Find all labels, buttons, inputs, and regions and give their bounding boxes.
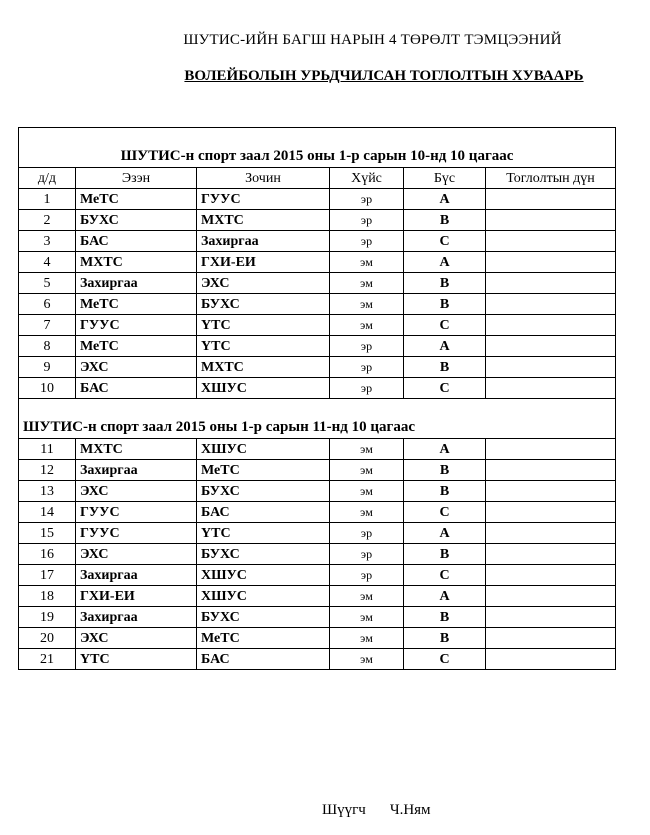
signature-role: Шүүгч: [322, 802, 366, 818]
gender-cell: эр: [330, 378, 404, 399]
table-row: [19, 189, 616, 210]
match-number: 13: [19, 481, 76, 502]
column-header: Эзэн: [76, 168, 197, 189]
result-cell: [486, 231, 616, 252]
group-cell: С: [404, 502, 486, 523]
result-cell: [486, 273, 616, 294]
guest-team: БУХС: [197, 607, 330, 628]
home-team: Захиргаа: [76, 565, 197, 586]
table-row: [19, 544, 616, 565]
home-team: МХТС: [76, 252, 197, 273]
group-cell: С: [404, 231, 486, 252]
gender-cell: эм: [330, 460, 404, 481]
guest-team: МеТС: [197, 460, 330, 481]
home-team: БАС: [76, 378, 197, 399]
guest-team: БАС: [197, 649, 330, 670]
gender-cell: эм: [330, 586, 404, 607]
group-cell: А: [404, 189, 486, 210]
home-team: ГУУС: [76, 502, 197, 523]
group-cell: А: [404, 336, 486, 357]
match-number: 1: [19, 189, 76, 210]
match-number: 18: [19, 586, 76, 607]
result-cell: [486, 607, 616, 628]
result-cell: [486, 481, 616, 502]
group-cell: В: [404, 210, 486, 231]
guest-team: ХШУС: [197, 586, 330, 607]
match-number: 9: [19, 357, 76, 378]
table-row: [19, 481, 616, 502]
table-row: [19, 210, 616, 231]
result-cell: [486, 544, 616, 565]
match-number: 6: [19, 294, 76, 315]
column-header: Зочин: [197, 168, 330, 189]
document-title-line2: ВОЛЕЙБОЛЫН УРЬДЧИЛСАН ТОГЛОЛТЫН ХУВААРЬ: [184, 68, 584, 84]
match-number: 15: [19, 523, 76, 544]
home-team: МеТС: [76, 294, 197, 315]
result-cell: [486, 460, 616, 481]
result-cell: [486, 565, 616, 586]
match-number: 2: [19, 210, 76, 231]
guest-team: ХШУС: [197, 378, 330, 399]
group-cell: С: [404, 378, 486, 399]
group-cell: В: [404, 357, 486, 378]
match-number: 7: [19, 315, 76, 336]
match-number: 10: [19, 378, 76, 399]
guest-team: Захиргаа: [197, 231, 330, 252]
home-team: ҮТС: [76, 649, 197, 670]
table-row: [19, 628, 616, 649]
section-heading: ШУТИС-н спорт заал 2015 оны 1-р сарын 11-нд 10 цагаас: [19, 399, 616, 439]
signature: [322, 802, 431, 819]
guest-team: ҮТС: [197, 336, 330, 357]
result-cell: [486, 189, 616, 210]
match-number: 12: [19, 460, 76, 481]
gender-cell: эм: [330, 315, 404, 336]
group-cell: С: [404, 565, 486, 586]
match-number: 11: [19, 439, 76, 460]
document-title-line1: ШУТИС-ИЙН БАГШ НАРЫН 4 ТӨРӨЛТ ТЭМЦЭЭНИЙ: [183, 32, 562, 48]
match-number: 5: [19, 273, 76, 294]
gender-cell: эр: [330, 189, 404, 210]
home-team: Захиргаа: [76, 460, 197, 481]
header-row: [19, 168, 616, 189]
match-number: 4: [19, 252, 76, 273]
table-row: [19, 336, 616, 357]
result-cell: [486, 649, 616, 670]
table-row: [19, 565, 616, 586]
match-number: 8: [19, 336, 76, 357]
home-team: МеТС: [76, 189, 197, 210]
gender-cell: эм: [330, 502, 404, 523]
home-team: МеТС: [76, 336, 197, 357]
home-team: Захиргаа: [76, 273, 197, 294]
group-cell: В: [404, 607, 486, 628]
result-cell: [486, 210, 616, 231]
guest-team: БУХС: [197, 544, 330, 565]
home-team: ЭХС: [76, 628, 197, 649]
guest-team: БАС: [197, 502, 330, 523]
result-cell: [486, 252, 616, 273]
guest-team: МеТС: [197, 628, 330, 649]
gender-cell: эр: [330, 231, 404, 252]
table-row: [19, 649, 616, 670]
gender-cell: эр: [330, 565, 404, 586]
match-number: 17: [19, 565, 76, 586]
table-row: [19, 523, 616, 544]
group-cell: А: [404, 439, 486, 460]
guest-team: ҮТС: [197, 523, 330, 544]
match-number: 20: [19, 628, 76, 649]
gender-cell: эм: [330, 481, 404, 502]
group-cell: В: [404, 294, 486, 315]
group-cell: В: [404, 628, 486, 649]
gender-cell: эр: [330, 336, 404, 357]
guest-team: ҮТС: [197, 315, 330, 336]
result-cell: [486, 357, 616, 378]
column-header: д/д: [19, 168, 76, 189]
table-row: [19, 231, 616, 252]
group-cell: В: [404, 460, 486, 481]
result-cell: [486, 294, 616, 315]
guest-team: ЭХС: [197, 273, 330, 294]
group-cell: С: [404, 649, 486, 670]
guest-team: МХТС: [197, 357, 330, 378]
gender-cell: эр: [330, 357, 404, 378]
signature-name: Ч.Ням: [389, 802, 431, 818]
home-team: ГХИ-ЕИ: [76, 586, 197, 607]
gender-cell: эм: [330, 439, 404, 460]
section-heading-row: [19, 128, 616, 168]
result-cell: [486, 336, 616, 357]
gender-cell: эм: [330, 607, 404, 628]
table-row: [19, 315, 616, 336]
table-row: [19, 273, 616, 294]
group-cell: А: [404, 586, 486, 607]
section-heading-row: [19, 399, 616, 439]
table-row: [19, 378, 616, 399]
guest-team: ГХИ-ЕИ: [197, 252, 330, 273]
guest-team: БУХС: [197, 481, 330, 502]
table-row: [19, 607, 616, 628]
match-number: 3: [19, 231, 76, 252]
group-cell: А: [404, 523, 486, 544]
gender-cell: эм: [330, 649, 404, 670]
group-cell: В: [404, 544, 486, 565]
column-header: Хүйс: [330, 168, 404, 189]
home-team: БУХС: [76, 210, 197, 231]
match-number: 16: [19, 544, 76, 565]
group-cell: А: [404, 252, 486, 273]
group-cell: С: [404, 315, 486, 336]
table-row: [19, 252, 616, 273]
gender-cell: эр: [330, 544, 404, 565]
table-row: [19, 460, 616, 481]
gender-cell: эр: [330, 523, 404, 544]
gender-cell: эм: [330, 273, 404, 294]
table-row: [19, 357, 616, 378]
guest-team: БУХС: [197, 294, 330, 315]
home-team: Захиргаа: [76, 607, 197, 628]
result-cell: [486, 523, 616, 544]
section-heading: ШУТИС-н спорт заал 2015 оны 1-р сарын 10-нд 10 цагаас: [19, 128, 616, 168]
home-team: ГУУС: [76, 315, 197, 336]
result-cell: [486, 628, 616, 649]
table-row: [19, 439, 616, 460]
group-cell: В: [404, 481, 486, 502]
home-team: ГУУС: [76, 523, 197, 544]
match-number: 14: [19, 502, 76, 523]
table-row: [19, 294, 616, 315]
column-header: Бүс: [404, 168, 486, 189]
gender-cell: эм: [330, 294, 404, 315]
result-cell: [486, 378, 616, 399]
home-team: МХТС: [76, 439, 197, 460]
column-header: Тоглолтын дүн: [486, 168, 616, 189]
gender-cell: эр: [330, 210, 404, 231]
result-cell: [486, 315, 616, 336]
schedule-table: [18, 127, 616, 670]
result-cell: [486, 586, 616, 607]
result-cell: [486, 439, 616, 460]
home-team: ЭХС: [76, 544, 197, 565]
table-row: [19, 586, 616, 607]
gender-cell: эм: [330, 628, 404, 649]
match-number: 19: [19, 607, 76, 628]
gender-cell: эм: [330, 252, 404, 273]
guest-team: ГУУС: [197, 189, 330, 210]
guest-team: ХШУС: [197, 439, 330, 460]
table-row: [19, 502, 616, 523]
guest-team: ХШУС: [197, 565, 330, 586]
match-number: 21: [19, 649, 76, 670]
home-team: БАС: [76, 231, 197, 252]
result-cell: [486, 502, 616, 523]
guest-team: МХТС: [197, 210, 330, 231]
home-team: ЭХС: [76, 357, 197, 378]
home-team: ЭХС: [76, 481, 197, 502]
group-cell: В: [404, 273, 486, 294]
